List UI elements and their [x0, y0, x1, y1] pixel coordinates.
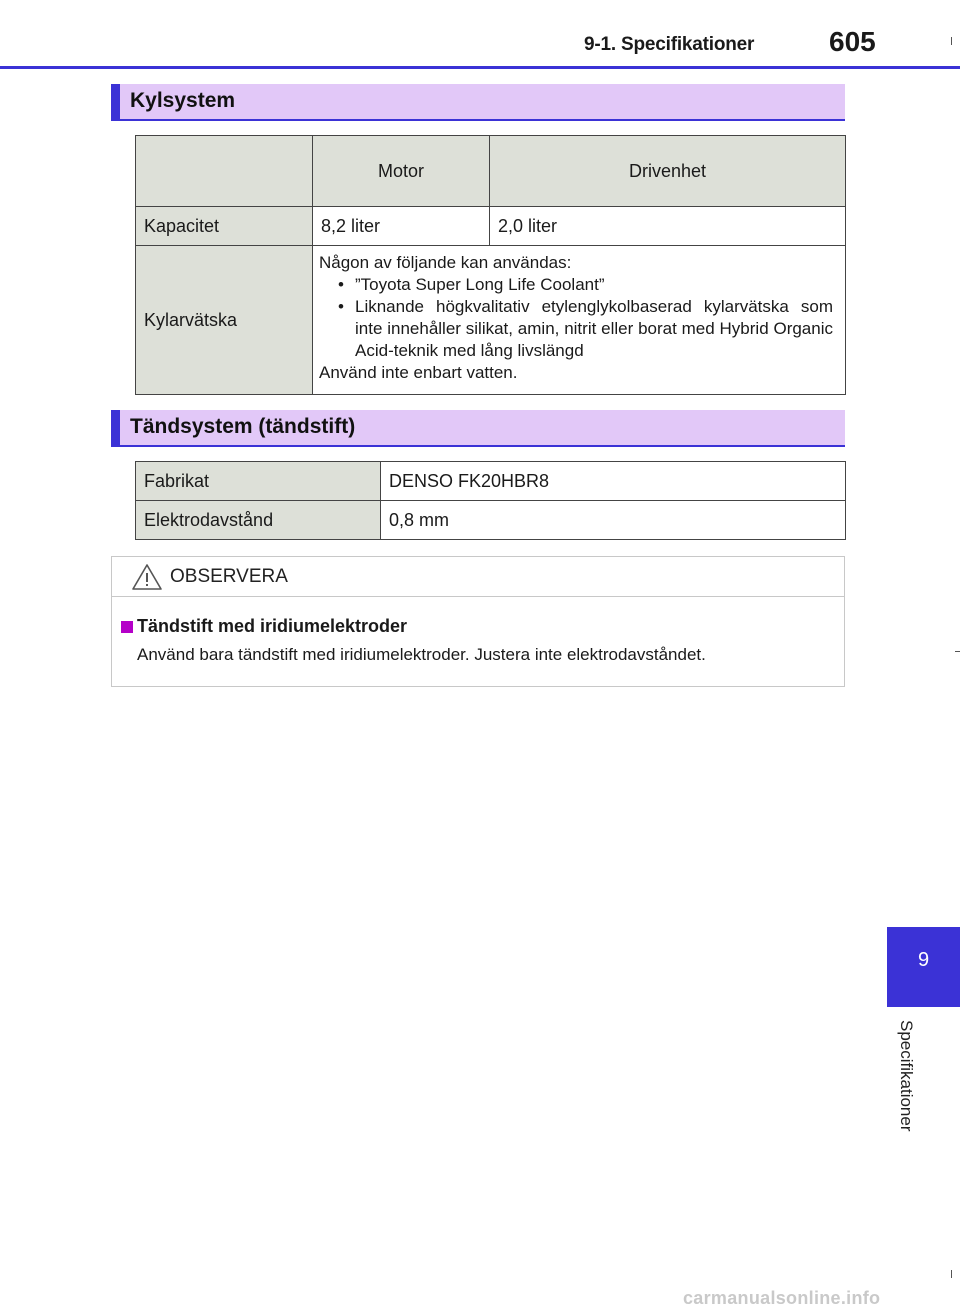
- cooling-table: [135, 135, 846, 395]
- table-corner-cell: [136, 136, 313, 207]
- capacity-motor-value: 8,2 liter: [313, 207, 490, 246]
- section-title: 9-1. Specifikationer: [584, 34, 755, 55]
- col-header-drive: Drivenhet: [490, 136, 846, 207]
- crop-mark: [955, 651, 960, 652]
- notice-box: [111, 556, 845, 687]
- square-bullet-icon: [121, 621, 133, 633]
- watermark: carmanualsonline.info: [683, 1288, 881, 1308]
- chapter-label: Specifikationer: [897, 1020, 916, 1132]
- cooling-section-heading: [111, 84, 845, 121]
- notice-text: Använd bara tändstift med iridiumelektroder. Justera inte elektrodavståndet.: [137, 645, 706, 664]
- coolant-label: Kylarvätska: [136, 246, 313, 395]
- notice-header: [112, 557, 844, 597]
- coolant-description: [313, 246, 846, 395]
- coolant-intro: Någon av följande kan användas:: [319, 253, 572, 272]
- make-label: Fabrikat: [136, 462, 381, 501]
- header-rule: [0, 66, 960, 69]
- capacity-label: Kapacitet: [136, 207, 313, 246]
- ignition-heading-text: Tändsystem (tändstift): [130, 415, 356, 438]
- notice-label: OBSERVERA: [170, 566, 288, 587]
- coolant-note: Använd inte enbart vatten.: [319, 363, 518, 382]
- coolant-option: • Liknande högkvalitativ etylenglykolbaserad kylarvätska som inte innehåller silikat, amin, nitrit eller borat med Hybrid Organic Acid-teknik med lång livslängd: [319, 296, 833, 362]
- col-header-motor: Motor: [313, 136, 490, 207]
- gap-label: Elektrodavstånd: [136, 501, 381, 540]
- page-number: 605: [829, 26, 876, 57]
- warning-icon: [131, 563, 163, 591]
- ignition-table: [135, 461, 846, 540]
- notice-title: Tändstift med iridiumelektroder: [137, 616, 408, 636]
- ignition-section-heading: [111, 410, 845, 447]
- chapter-tab: [887, 927, 960, 1007]
- cooling-heading-text: Kylsystem: [130, 89, 236, 112]
- gap-value: 0,8 mm: [381, 501, 846, 540]
- crop-mark: [951, 1270, 952, 1278]
- crop-mark: [951, 37, 952, 45]
- capacity-drive-value: 2,0 liter: [490, 207, 846, 246]
- coolant-options-list: [319, 274, 833, 362]
- chapter-number: 9: [917, 949, 930, 971]
- coolant-option: • ”Toyota Super Long Life Coolant”: [319, 274, 833, 296]
- make-value: DENSO FK20HBR8: [381, 462, 846, 501]
